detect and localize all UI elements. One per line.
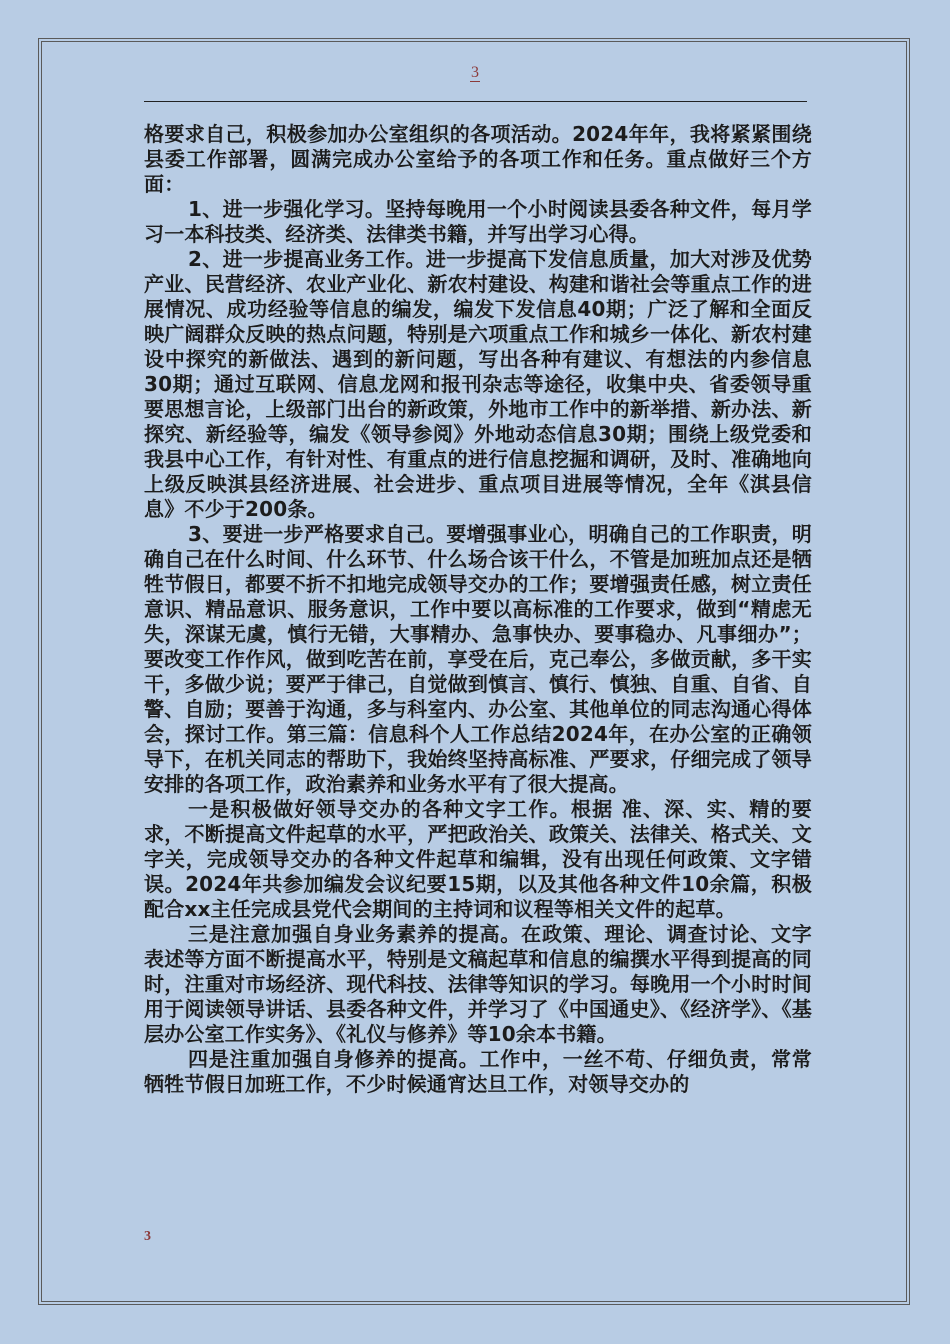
paragraph-item-2: 2、进一步提高业务工作。进一步提高下发信息质量，加大对涉及优势产业、民营经济、农业产业化、新农村建设、构建和谐社会等重点工作的进展情况、成功经验等信息的编发，编发下发信息40期；广泛了解和全面反映广阔群众反映的热点问题，特别是六项重点工作和城乡一体化、新农村建设中探究的新做法、遇到的新问题，写出各种有建议、有想法的内参信息30期；通过互联网、信息龙网和报刊杂志等途径，收集中央、省委领导重要思想言论，上级部门出台的新政策，外地市工作中的新举措、新办法、新探究、新经验等，编发《领导参阅》外地动态信息30期；围绕上级党委和我县中心工作，有针对性、有重点的进行信息挖掘和调研，及时、准确地向上级反映淇县经济进展、社会进步、重点项目进展等情况，全年《淇县信息》不少于200条。 [144, 247, 812, 521]
header-divider [144, 101, 807, 102]
paragraph-item-1: 1、进一步强化学习。坚持每晚用一个小时阅读县委各种文件，每月学习一本科技类、经济类、法律类书籍，并写出学习心得。 [144, 197, 812, 246]
document-body [144, 122, 812, 1097]
header-page-number-text: 3 [471, 64, 479, 81]
paragraph-point-1: 一是积极做好领导交办的各种文字工作。根据 准、深、实、精的要求，不断提高文件起草的水平，严把政治关、政策关、法律关、格式关、文字关，完成领导交办的各种文件起草和编辑，没有出现任何政策、文字错误。2024年共参加编发会议纪要15期，以及其他各种文件10余篇，积极配合xx主任完成县党代会期间的主持词和议程等相关文件的起草。 [144, 797, 812, 921]
paragraph-continuation: 格要求自己，积极参加办公室组织的各项活动。2024年年，我将紧紧围绕县委工作部署，圆满完成办公室给予的各项工作和任务。重点做好三个方面： [144, 122, 812, 196]
paragraph-point-4: 四是注重加强自身修养的提高。工作中，一丝不苟、仔细负责，常常牺牲节假日加班工作，不少时候通宵达旦工作，对领导交办的 [144, 1047, 812, 1096]
paragraph-point-3: 三是注意加强自身业务素养的提高。在政策、理论、调查讨论、文字表述等方面不断提高水平，特别是文稿起草和信息的编撰水平得到提高的同时，注重对市场经济、现代科技、法律等知识的学习。每晚用一个小时时间用于阅读领导讲话、县委各种文件，并学习了《中国通史》、《经济学》、《基层办公室工作实务》、《礼仪与修养》等10余本书籍。 [144, 922, 812, 1046]
header-page-number [0, 64, 950, 82]
footer-page-number: 3 [144, 1229, 151, 1244]
paragraph-item-3: 3、要进一步严格要求自己。要增强事业心，明确自己的工作职责，明确自己在什么时间、什么环节、什么场合该干什么，不管是加班加点还是牺牲节假日，都要不折不扣地完成领导交办的工作；要增强责任感，树立责任意识、精品意识、服务意识，工作中要以高标准的工作要求，做到“精虑无失，深谋无虞，慎行无错，大事精办、急事快办、要事稳办、凡事细办”；要改变工作作风，做到吃苦在前，享受在后，克己奉公，多做贡献，多干实干，多做少说；要严于律己，自觉做到慎言、慎行、慎独、自重、自省、自警、自励；要善于沟通，多与科室内、办公室、其他单位的同志沟通心得体会，探讨工作。第三篇：信息科个人工作总结2024年，在办公室的正确领导下，在机关同志的帮助下，我始终坚持高标准、严要求，仔细完成了领导安排的各项工作，政治素养和业务水平有了很大提高。 [144, 522, 812, 796]
